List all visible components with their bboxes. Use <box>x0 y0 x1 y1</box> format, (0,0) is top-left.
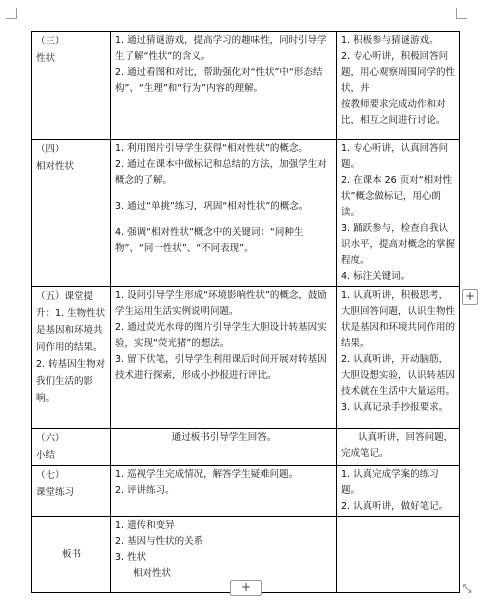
teacher-line: 通过板书引导学生回答。 <box>171 432 277 443</box>
stage-cell <box>32 287 111 429</box>
stage-text: （五）课堂提升：1. 生物性状是基因和环境共同作用的结果。 <box>36 291 106 353</box>
teacher-line: 2. 通过看图和对比，帮助强化对“性状”中“形态结构”、“生理”和“行为”内容的理解。 <box>115 67 323 94</box>
resize-handle-icon[interactable]: ⤡ <box>462 582 472 595</box>
blank-line <box>115 189 333 199</box>
stage-text: （七） <box>36 470 65 481</box>
teacher-line: 2. 通过荧光水母的图片引导学生大胆设计转基因实验，实现“荧光猪”的想法。 <box>115 322 327 349</box>
student-line: 2. 专心听讲，积极回答问题，用心观察周围同学的性状，并 <box>341 51 456 94</box>
stage-text: 性状 <box>36 53 56 64</box>
student-line: 4. 标注关键词。 <box>341 271 411 282</box>
stage-text: （六） <box>36 433 65 444</box>
student-activity-cell <box>337 429 460 466</box>
blackboard-empty-cell <box>337 517 460 593</box>
stage-text: （四） <box>36 144 65 155</box>
teacher-line: 2. 通过在课本中做标记和总结的方法，加强学生对概念的了解。 <box>115 159 327 186</box>
blackboard-label-cell <box>32 517 111 593</box>
stage-cell <box>32 466 111 517</box>
student-activity-cell <box>337 287 460 429</box>
lesson-plan-table <box>31 31 460 593</box>
teacher-line: 4. 强调“相对性状”概念中的关键词：“同种生物”、“同一性状”、“不同表现”。 <box>115 227 304 254</box>
table-row-stage-6 <box>32 429 460 466</box>
student-line: 认真听讲，回答问题，完成笔记。 <box>341 432 454 459</box>
student-line: 2. 在课本 26 页对“相对性状”概念做标记，用心朗读。 <box>341 175 453 218</box>
stage-cell <box>32 429 111 466</box>
student-line: 1. 认真听讲，积极思考，大胆回答问题，认识生物性状是基因和环境共同作用的结果。 <box>341 290 456 349</box>
blank-line <box>115 215 333 225</box>
blackboard-item: 3. 性状 <box>115 552 147 563</box>
table-row-stage-5 <box>32 287 460 429</box>
student-activity-cell <box>337 466 460 517</box>
blackboard-item: 1. 遗传和变异 <box>115 520 175 531</box>
student-line: 按教师要求完成动作和对比，相互之间进行讨论。 <box>341 99 446 126</box>
page-corner-marker-left <box>6 8 17 19</box>
student-line: 2. 认真听讲，做好笔记。 <box>341 501 449 512</box>
blackboard-item: 相对性状 <box>133 568 172 579</box>
stage-cell <box>32 32 111 140</box>
blackboard-content-cell <box>111 517 337 593</box>
teacher-line: 1. 利用图片引导学生获得“相对性状”的概念。 <box>115 143 308 154</box>
student-line: 3. 踊跃参与，检查自我认识水平，提高对概念的掌握程度。 <box>341 223 456 266</box>
teacher-activity-cell <box>111 140 337 287</box>
stage-text: 课堂练习 <box>36 487 75 498</box>
stage-text: 2. 转基因生物对我们生活的影响。 <box>36 359 106 404</box>
table-row-stage-4 <box>32 140 460 287</box>
add-row-button[interactable]: + <box>230 580 262 596</box>
stage-text: 小结 <box>36 450 56 461</box>
blackboard-label: 板书 <box>61 548 81 560</box>
teacher-line: 3. 通过“单挑”练习，巩固“相对性状”的概念。 <box>115 201 309 212</box>
teacher-activity-cell <box>111 287 337 429</box>
student-line: 3. 认真记录手抄报要求。 <box>341 402 449 413</box>
teacher-line: 2. 评讲练习。 <box>115 485 175 496</box>
stage-cell <box>32 140 111 287</box>
teacher-line: 3. 留下伏笔，引导学生利用课后时间开展对转基因技术进行探索，形成小抄报进行评比。 <box>115 354 327 381</box>
teacher-line: 1. 通过猜谜游戏，提高学习的趣味性，同时引导学生了解“性状”的含义。 <box>115 35 327 62</box>
stage-text: 相对性状 <box>36 161 75 172</box>
teacher-activity-cell <box>111 466 337 517</box>
teacher-line: 1. 设问引导学生形成“环境影响性状”的概念，鼓励学生运用生活实例说明问题。 <box>115 290 327 317</box>
table-row-stage-7 <box>32 466 460 517</box>
teacher-line: 1. 巡视学生完成情况，解答学生疑难问题。 <box>115 469 299 480</box>
table-row-stage-3 <box>32 32 460 140</box>
add-column-button[interactable]: + <box>462 289 478 305</box>
student-line: 1. 认真完成学案的练习题。 <box>341 469 439 496</box>
stage-text: （三） <box>36 36 65 47</box>
student-activity-cell <box>337 140 460 287</box>
teacher-activity-cell <box>111 32 337 140</box>
student-line: 1. 专心听讲，认真回答问题。 <box>341 143 449 170</box>
student-line: 2. 认真听讲，开动脑筋，大胆设想实验，认识转基因技术就在生活中大量运用。 <box>341 354 456 397</box>
page-corner-marker-right <box>456 8 467 19</box>
student-line: 1. 积极参与猜谜游戏。 <box>341 35 439 46</box>
teacher-activity-cell <box>111 429 337 466</box>
blackboard-item: 2. 基因与性状的关系 <box>115 536 204 547</box>
student-activity-cell <box>337 32 460 140</box>
